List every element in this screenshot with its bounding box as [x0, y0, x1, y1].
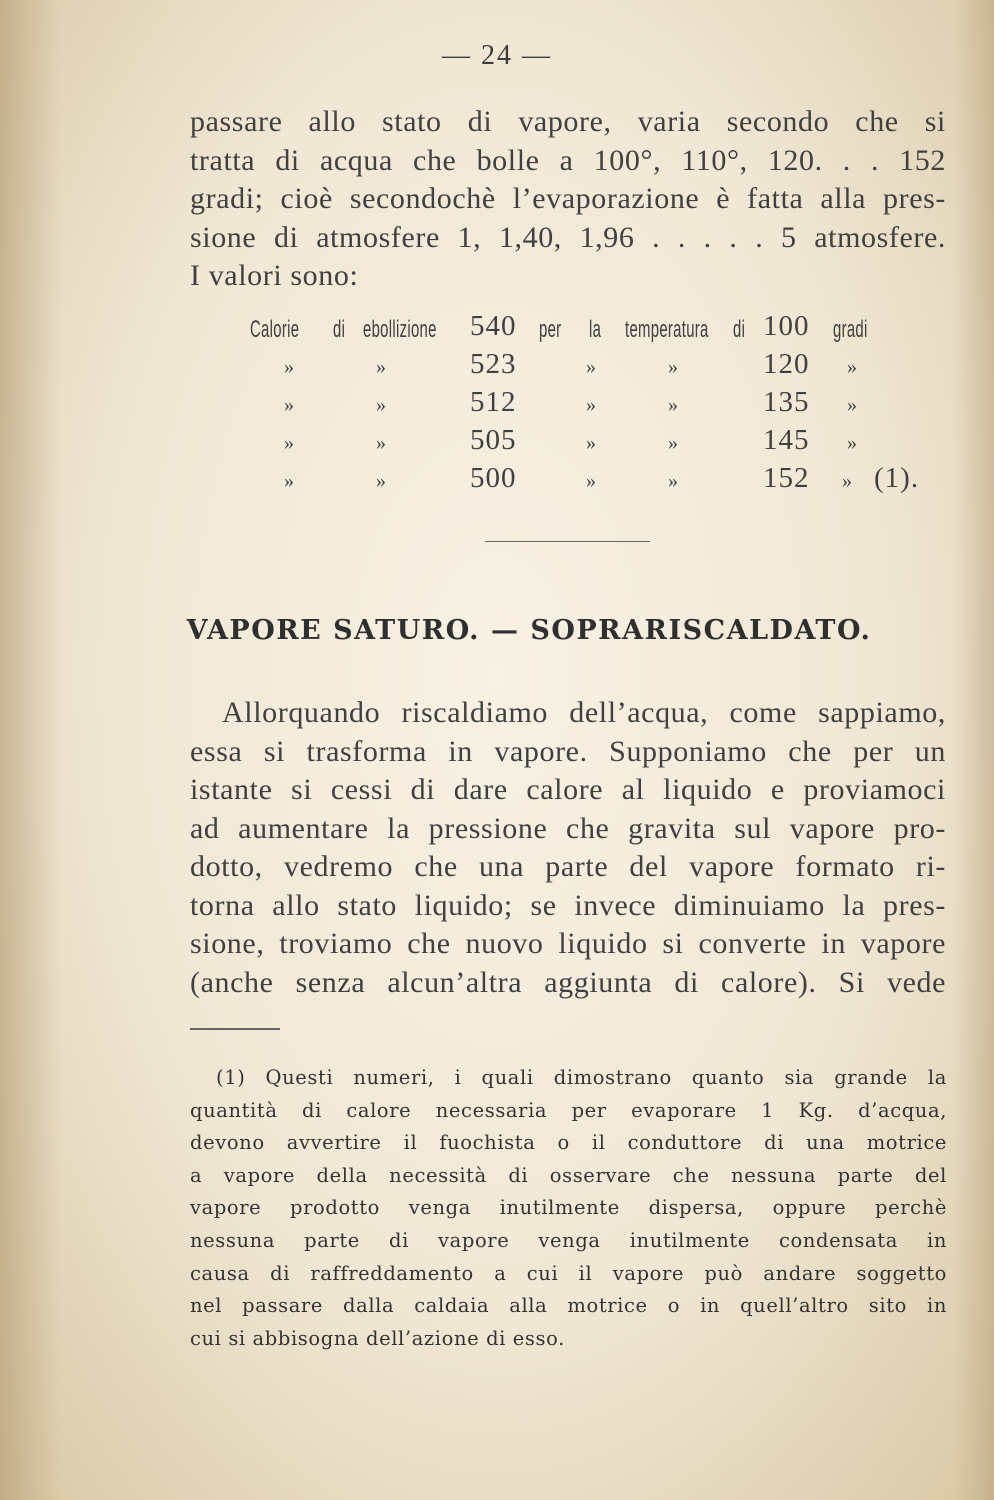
section-divider [485, 541, 650, 542]
footnote-line: causa di raffreddamento a cui il vapore può andare soggetto [190, 1261, 947, 1285]
section-line: Allorquando riscaldiamo dell’acqua, come sappiamo, [222, 696, 946, 729]
table-row [250, 348, 950, 386]
page-number: — 24 — [442, 40, 552, 71]
table-label-temperatura: temperatura [625, 316, 709, 343]
intro-line: tratta di acqua che bolle a 100°, 110°, 120. . . 152 [190, 143, 946, 177]
table-row [250, 310, 950, 348]
ditto-mark: » [586, 432, 596, 454]
ditto-mark: » [668, 394, 678, 416]
intro-line: I valori sono: [190, 259, 359, 292]
table-temp: 152 [763, 462, 810, 494]
ditto-mark: » [842, 470, 852, 492]
ditto-mark: » [284, 394, 294, 416]
footnote-reference: (1). [874, 462, 920, 494]
table-label-di-2: di [733, 316, 746, 343]
ditto-mark: » [284, 356, 294, 378]
section-line: sione, troviamo che nuovo liquido si converte in vapore [190, 927, 946, 960]
section-line: dotto, vedremo che una parte del vapore formato ri- [190, 850, 946, 883]
ditto-mark: » [284, 470, 294, 492]
footnote-line: quantità di calore necessaria per evaporare 1 Kg. d’acqua, [190, 1098, 947, 1122]
table-label-gradi: gradi [833, 316, 868, 343]
table-row [250, 424, 950, 462]
table-label-di: di [333, 316, 346, 343]
table-value: 523 [470, 348, 517, 380]
table-label-calorie: Calorie [250, 316, 300, 343]
footnote-line: vapore prodotto venga inutilmente dispersa, oppure perchè [190, 1196, 947, 1220]
page-edge-shadow-left [0, 0, 60, 1500]
intro-line: gradi; cioè secondochè l’evaporazione è fatta alla pres- [190, 182, 946, 215]
table-row [250, 462, 950, 500]
footnote-line: a vapore della necessità di osservare che nessuna parte del [190, 1163, 947, 1187]
page-edge-shadow-right [954, 0, 994, 1500]
table-label-per: per [539, 316, 562, 343]
footnote-line: nel passare dalla caldaia alla motrice o in quell’altro sito in [190, 1294, 947, 1318]
section-line: ad aumentare la pressione che gravita sul vapore pro- [190, 811, 946, 845]
section-paragraph [190, 694, 946, 1002]
footnote-line: (1) Questi numeri, i quali dimostrano quanto sia grande la [216, 1066, 947, 1089]
ditto-mark: » [376, 356, 386, 378]
table-value: 500 [470, 462, 517, 494]
intro-line: passare allo stato di vapore, varia secondo che si [190, 105, 946, 138]
ditto-mark: » [847, 394, 857, 416]
footnote-line: nessuna parte di vapore venga inutilmente condensata in [190, 1228, 947, 1252]
footnote-line: devono avvertire il fuochista o il conduttore di una motrice [190, 1131, 947, 1155]
section-line: torna allo stato liquido; se invece diminuiamo la pres- [190, 888, 946, 922]
table-label-la: la [589, 316, 602, 343]
section-line: essa si trasforma in vapore. Supponiamo che per un [190, 734, 946, 768]
ditto-mark: » [586, 470, 596, 492]
section-heading: VAPORE SATURO. — SOPRARISCALDATO. [186, 615, 872, 646]
footnote-rule [190, 1028, 280, 1030]
ditto-mark: » [847, 356, 857, 378]
table-value: 540 [470, 310, 517, 342]
ditto-mark: » [284, 432, 294, 454]
footnote [190, 1062, 947, 1355]
ditto-mark: » [586, 356, 596, 378]
table-temp: 120 [763, 348, 810, 380]
ditto-mark: » [376, 470, 386, 492]
intro-paragraph [190, 103, 946, 296]
boiling-heat-table [250, 310, 950, 500]
ditto-mark: » [847, 432, 857, 454]
ditto-mark: » [376, 394, 386, 416]
table-label-ebollizione: ebollizione [363, 316, 437, 343]
table-temp: 135 [763, 386, 810, 418]
table-value: 512 [470, 386, 517, 418]
ditto-mark: » [668, 432, 678, 454]
ditto-mark: » [668, 470, 678, 492]
ditto-mark: » [376, 432, 386, 454]
table-value: 505 [470, 424, 517, 456]
intro-line: sione di atmosfere 1, 1,40, 1,96 . . . . . 5 atmosfere. [190, 220, 946, 254]
table-row [250, 386, 950, 424]
section-line: istante si cessi di dare calore al liquido e proviamoci [190, 773, 946, 806]
footnote-line: cui si abbisogna dell’azione di esso. [190, 1326, 565, 1350]
ditto-mark: » [586, 394, 596, 416]
table-temp: 145 [763, 424, 810, 456]
section-line: (anche senza alcun’altra aggiunta di calore). Si vede [190, 965, 946, 999]
ditto-mark: » [668, 356, 678, 378]
table-temp: 100 [763, 310, 810, 342]
